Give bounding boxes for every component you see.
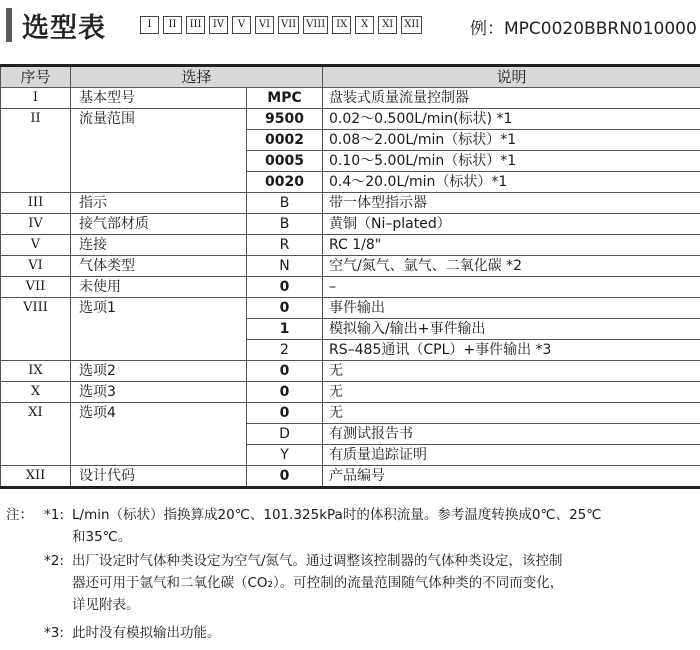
- roman-box: IV: [209, 16, 228, 34]
- row-desc: 有测试报告书: [323, 424, 700, 445]
- row-desc: 有质量追踪证明: [323, 445, 700, 466]
- roman-box: X: [355, 16, 374, 34]
- table-row: [1, 214, 700, 235]
- row-no: XII: [1, 466, 71, 488]
- row-desc: 0.10～5.00L/min（标状）*1: [323, 151, 700, 172]
- footnote-mark: *3:: [44, 625, 64, 641]
- row-desc: 无: [323, 382, 700, 403]
- page-header: [0, 0, 700, 50]
- table-row: [1, 382, 700, 403]
- roman-box: XI: [378, 16, 397, 34]
- row-no: VIII: [1, 298, 71, 361]
- table-row: [1, 403, 700, 424]
- roman-numeral-boxes: [140, 16, 422, 34]
- title-accent-bar: [6, 8, 12, 42]
- table-row: [1, 193, 700, 214]
- table-row: [1, 277, 700, 298]
- row-label: 选项4: [71, 403, 247, 466]
- row-code: D: [247, 424, 323, 445]
- row-label: 选项2: [71, 361, 247, 382]
- row-desc: 盘装式质量流量控制器: [323, 88, 700, 109]
- row-desc: 0.4～20.0L/min（标状）*1: [323, 172, 700, 193]
- model-example: 例：MPC0020BBRN010000: [470, 19, 697, 39]
- table-row: [1, 235, 700, 256]
- footnote-line: 和35℃。: [72, 529, 132, 545]
- row-desc: 无: [323, 361, 700, 382]
- row-code: 0: [247, 382, 323, 403]
- table-row: [1, 256, 700, 277]
- row-desc: 黄铜（Ni–plated）: [323, 214, 700, 235]
- footnote-line: 此时没有模拟输出功能。: [72, 625, 221, 641]
- row-code: B: [247, 214, 323, 235]
- row-no: IV: [1, 214, 71, 235]
- row-code: B: [247, 193, 323, 214]
- page-title: 选型表: [22, 13, 106, 44]
- header-desc: 说明: [323, 66, 700, 88]
- roman-box: II: [163, 16, 182, 34]
- roman-box: XII: [401, 16, 422, 34]
- row-label: 选项3: [71, 382, 247, 403]
- row-label: 设计代码: [71, 466, 247, 488]
- footnote-line: 出厂设定时气体种类设定为空气/氮气。通过调整该控制器的气体种类设定，该控制: [72, 553, 563, 569]
- row-desc: 事件输出: [323, 298, 700, 319]
- notes-label: 注：: [6, 507, 33, 523]
- row-code: Y: [247, 445, 323, 466]
- footnote-mark: *1:: [44, 507, 64, 523]
- row-label: 连接: [71, 235, 247, 256]
- footnote-mark: *2:: [44, 553, 64, 569]
- roman-box: III: [186, 16, 205, 34]
- row-code: R: [247, 235, 323, 256]
- row-desc: 空气/氮气、氩气、二氧化碳 *2: [323, 256, 700, 277]
- roman-box: V: [232, 16, 251, 34]
- row-label: 基本型号: [71, 88, 247, 109]
- row-code: 0: [247, 403, 323, 424]
- row-code: 0: [247, 466, 323, 488]
- table-row: [1, 88, 700, 109]
- table-row: [1, 109, 700, 130]
- row-code: 0002: [247, 130, 323, 151]
- footnote-line: 详见附表。: [72, 597, 140, 613]
- row-no: V: [1, 235, 71, 256]
- row-label: 未使用: [71, 277, 247, 298]
- row-desc: RS–485通讯（CPL）+事件输出 *3: [323, 340, 700, 361]
- table-row: [1, 361, 700, 382]
- row-desc: 产品编号: [323, 466, 700, 488]
- header-select: 选择: [71, 66, 323, 88]
- footnote-line: L/min（标状）指换算成20℃、101.325kPa时的体积流量。参考温度转换成0℃、25℃: [72, 507, 602, 523]
- row-code: 0: [247, 361, 323, 382]
- row-code: 2: [247, 340, 323, 361]
- row-label: 气体类型: [71, 256, 247, 277]
- row-code: 9500: [247, 109, 323, 130]
- row-no: IX: [1, 361, 71, 382]
- row-desc: 带一体型指示器: [323, 193, 700, 214]
- roman-box: VI: [255, 16, 274, 34]
- row-code: 0: [247, 277, 323, 298]
- row-label: 指示: [71, 193, 247, 214]
- row-no: XI: [1, 403, 71, 466]
- row-label: 流量范围: [71, 109, 247, 193]
- row-code: 1: [247, 319, 323, 340]
- row-desc: –: [323, 277, 700, 298]
- row-desc: 0.02～0.500L/min(标状) *1: [323, 109, 700, 130]
- selection-table: [0, 64, 700, 489]
- row-code: MPC: [247, 88, 323, 109]
- table-header-row: [1, 66, 700, 88]
- row-desc: RC 1/8": [323, 235, 700, 256]
- row-no: VI: [1, 256, 71, 277]
- row-code: N: [247, 256, 323, 277]
- row-label: 接气部材质: [71, 214, 247, 235]
- roman-box: I: [140, 16, 159, 34]
- roman-box: VII: [278, 16, 299, 34]
- row-no: III: [1, 193, 71, 214]
- row-no: I: [1, 88, 71, 109]
- header-no: 序号: [1, 66, 71, 88]
- row-no: VII: [1, 277, 71, 298]
- roman-box: IX: [332, 16, 351, 34]
- row-code: 0: [247, 298, 323, 319]
- row-code: 0005: [247, 151, 323, 172]
- roman-box: VIII: [303, 16, 328, 34]
- row-desc: 0.08～2.00L/min（标状）*1: [323, 130, 700, 151]
- row-no: X: [1, 382, 71, 403]
- footnote-line: 器还可用于氩气和二氧化碳（CO₂）。可控制的流量范围随气体种类的不同而变化，: [72, 575, 564, 591]
- row-desc: 无: [323, 403, 700, 424]
- row-no: II: [1, 109, 71, 193]
- row-desc: 模拟输入/输出+事件输出: [323, 319, 700, 340]
- table-row: [1, 298, 700, 319]
- table-row: [1, 466, 700, 488]
- row-label: 选项1: [71, 298, 247, 361]
- row-code: 0020: [247, 172, 323, 193]
